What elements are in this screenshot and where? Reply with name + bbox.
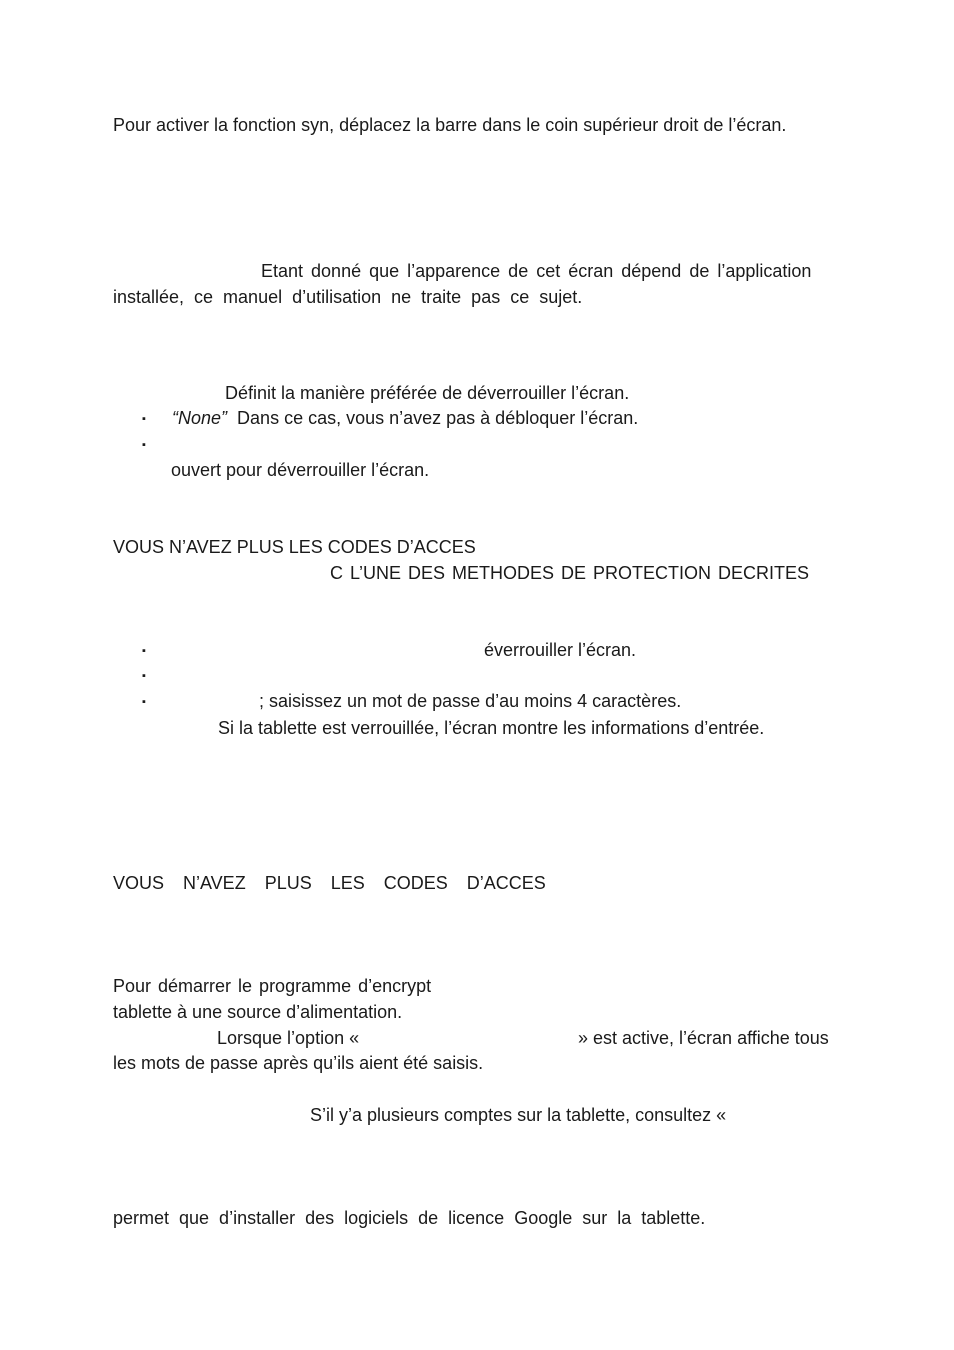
text-line: permet que d’installer des logiciels de licence Google sur la tablette.	[113, 1208, 706, 1228]
text-line: S’il y’a plusieurs comptes sur la tablette, consultez «	[310, 1105, 727, 1125]
text-line: les mots de passe après qu’ils aient été saisis.	[113, 1053, 484, 1073]
text-line: ouvert pour déverrouiller l’écran.	[171, 460, 430, 480]
text-line: Etant donné que l’apparence de cet écran dépend de l’application	[261, 261, 812, 281]
option-none-label: “None”	[172, 408, 228, 428]
text-line: Si la tablette est verrouillée, l’écran montre les informations d’entrée.	[218, 718, 765, 738]
text-line: Pour démarrer le programme d’encrypt	[113, 976, 432, 996]
text-line: éverrouiller l’écran.	[484, 640, 637, 660]
bullet-marker: ▪	[142, 645, 146, 657]
text-line: Lorsque l’option «	[217, 1028, 360, 1048]
text-line: ; saisissez un mot de passe d’au moins 4 caractères.	[259, 691, 682, 711]
bullet-marker: ▪	[142, 670, 146, 682]
text-line: Pour activer la fonction syn, déplacez la barre dans le coin supérieur droit de l’écran.	[113, 115, 787, 135]
warning-line: C L’UNE DES METHODES DE PROTECTION DECRITES	[330, 563, 810, 583]
text-line: Définit la manière préférée de déverrouiller l’écran.	[225, 383, 630, 403]
bullet-marker: ▪	[142, 696, 146, 708]
text-line: installée, ce manuel d’utilisation ne traite pas ce sujet.	[113, 287, 583, 307]
text-line: tablette à une source d’alimentation.	[113, 1002, 403, 1022]
warning-heading: VOUS N’AVEZ PLUS LES CODES D’ACCES	[113, 537, 476, 557]
bullet-item	[172, 406, 638, 430]
text-line: » est active, l’écran affiche tous	[578, 1028, 829, 1048]
bullet-marker: ▪	[142, 413, 146, 425]
warning-heading: VOUS N’AVEZ PLUS LES CODES D’ACCES	[113, 873, 546, 893]
bullet-marker: ▪	[142, 439, 146, 451]
option-none-description: Dans ce cas, vous n’avez pas à débloquer l’écran.	[237, 408, 639, 428]
